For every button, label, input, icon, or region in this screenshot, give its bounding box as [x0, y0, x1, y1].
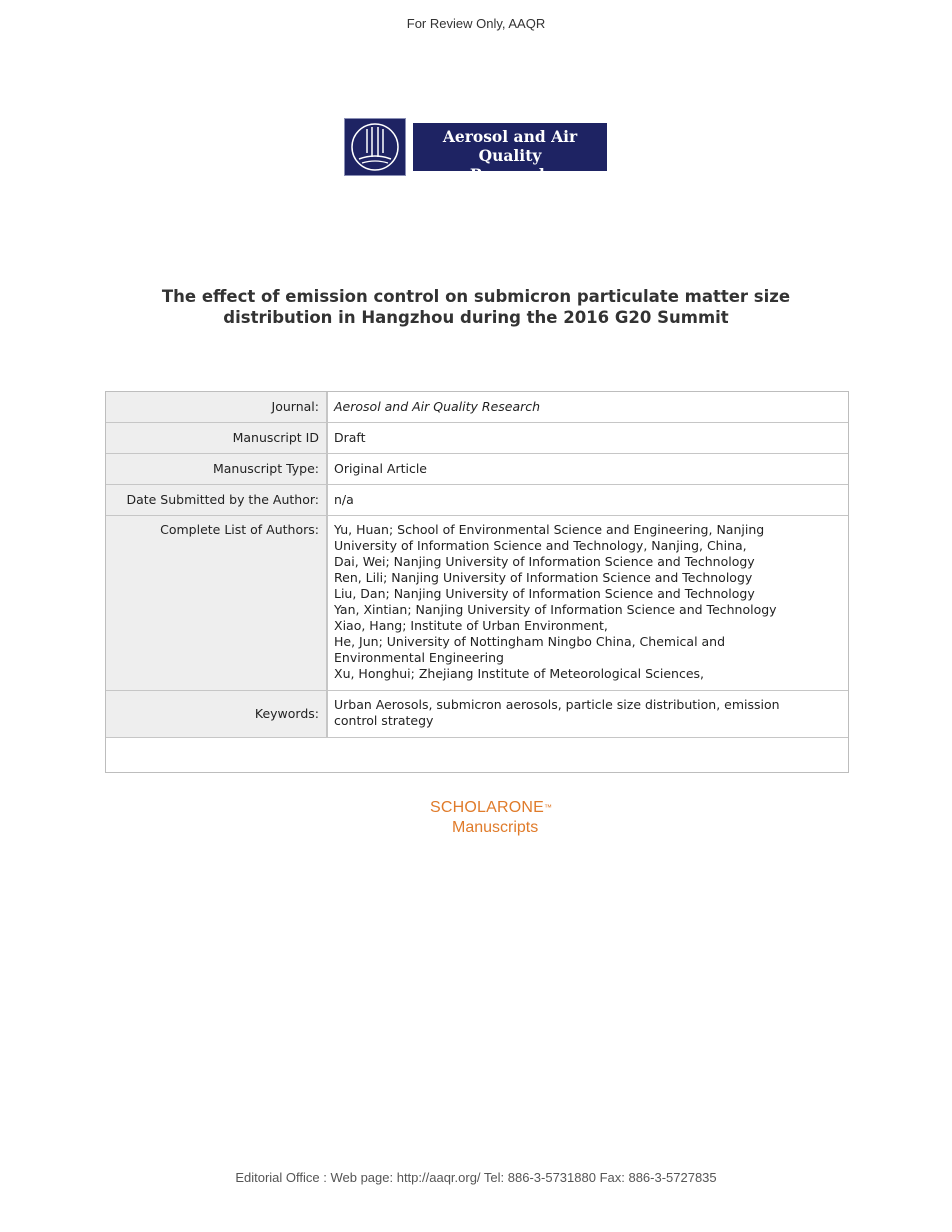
table-row-journal [106, 392, 848, 423]
logo-line-2: Research [469, 165, 551, 184]
table-row-keywords [106, 691, 848, 738]
manuscript-id-value: Draft [334, 430, 366, 445]
author-line: Xu, Honghui; Zhejiang Institute of Meteorological Sciences, [334, 666, 705, 681]
keywords-line: control strategy [334, 713, 434, 728]
author-line: Yu, Huan; School of Environmental Science and Engineering, Nanjing [334, 522, 765, 537]
table-row-manuscript-type [106, 454, 848, 485]
author-line: Ren, Lili; Nanjing University of Information Science and Technology [334, 570, 753, 585]
empty-cell [106, 738, 848, 772]
author-line: Yan, Xintian; Nanjing University of Information Science and Technology [334, 602, 777, 617]
author-line: Environmental Engineering [334, 650, 504, 665]
logo-line-1: Aerosol and Air Quality [442, 127, 578, 165]
journal-logo [344, 118, 608, 184]
date-submitted-value: n/a [334, 492, 354, 507]
table-row-authors [106, 516, 848, 691]
scholarone-logo [430, 798, 590, 838]
author-line: Xiao, Hang; Institute of Urban Environment, [334, 618, 608, 633]
scholarone-wordmark [430, 798, 590, 818]
keywords-line: Urban Aerosols, submicron aerosols, particle size distribution, emission [334, 697, 780, 712]
author-line: Dai, Wei; Nanjing University of Information Science and Technology [334, 554, 755, 569]
author-line: Liu, Dan; Nanjing University of Information Science and Technology [334, 586, 755, 601]
table-row-manuscript-id [106, 423, 848, 454]
manuscript-info-table [105, 391, 849, 773]
author-line: He, Jun; University of Nottingham Ningbo China, Chemical and [334, 634, 726, 649]
scholarone-name: SCHOLARONE [430, 799, 545, 816]
keywords-value [328, 691, 848, 737]
authors-label: Complete List of Authors: [106, 516, 328, 690]
editorial-office-footer: Editorial Office : Web page: http://aaqr.org/ Tel: 886-3-5731880 Fax: 886-3-5727835 [235, 1170, 717, 1185]
manuscript-id-label: Manuscript ID [106, 423, 328, 453]
manuscript-title: The effect of emission control on submicron particulate matter size distribution in Hangzhou during the 2016 G20 Summit [161, 287, 791, 327]
manuscript-type-label: Manuscript Type: [106, 454, 328, 484]
journal-emblem-icon [344, 118, 406, 176]
scholarone-manuscripts: Manuscripts [452, 819, 539, 836]
journal-label: Journal: [106, 392, 328, 422]
date-submitted-label: Date Submitted by the Author: [106, 485, 328, 515]
review-note: For Review Only, AAQR [406, 16, 546, 31]
journal-value: Aerosol and Air Quality Research [334, 399, 541, 414]
author-line: University of Information Science and Technology, Nanjing, China, [334, 538, 747, 553]
table-row-date-submitted [106, 485, 848, 516]
journal-name-box [413, 123, 607, 184]
authors-value [328, 516, 848, 690]
table-row-empty [106, 738, 848, 772]
keywords-label: Keywords: [106, 691, 328, 737]
manuscript-type-value: Original Article [334, 461, 427, 476]
trademark-mark: ™ [544, 803, 553, 812]
